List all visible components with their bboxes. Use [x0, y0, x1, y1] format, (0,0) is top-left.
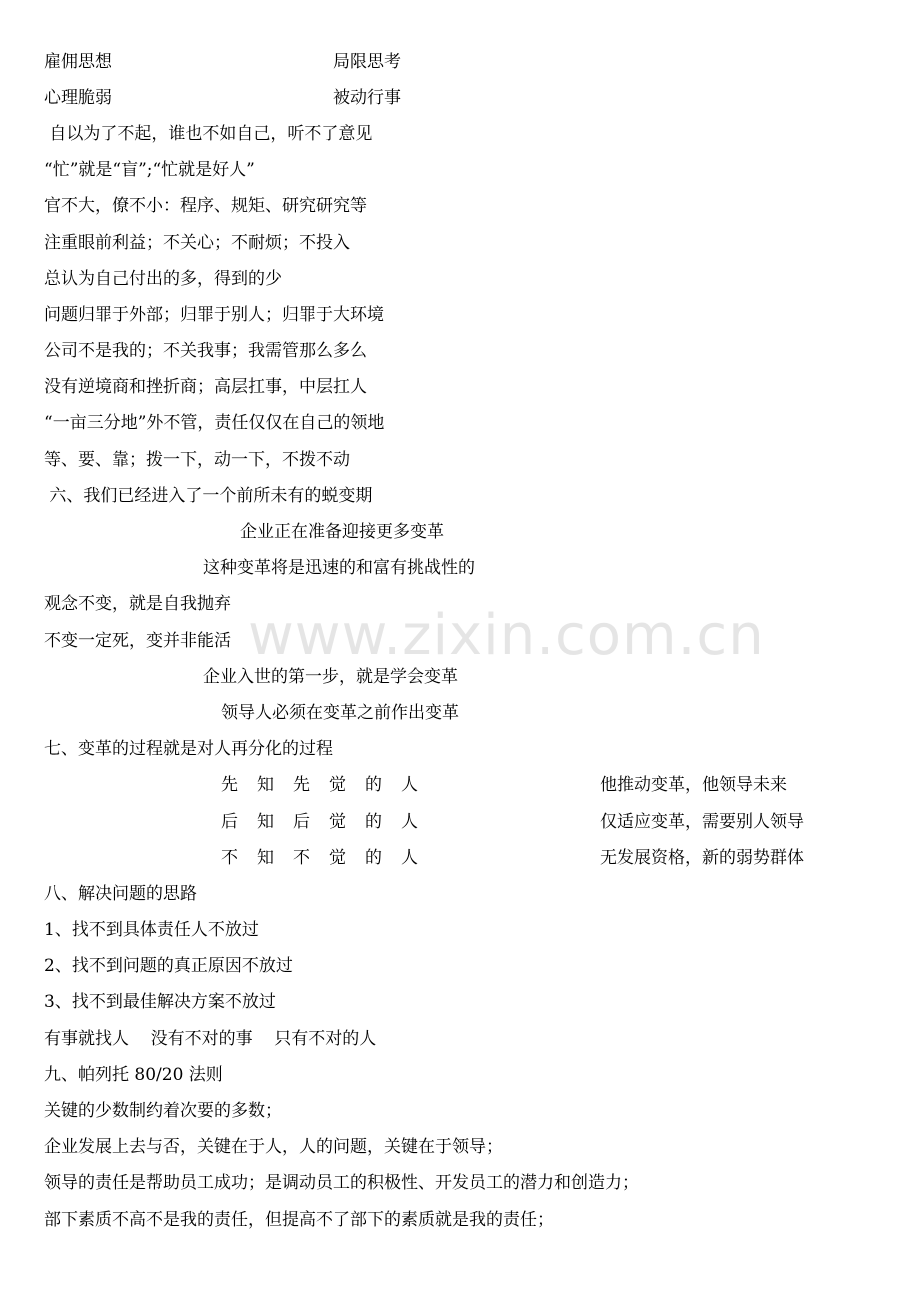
watermark: www.zixin.com.cn	[248, 603, 765, 668]
person-type-desc: 他推动变革，他领导未来	[600, 775, 787, 795]
attitude-line: 公司不是我的；不关我事；我需管那么多么	[44, 341, 367, 361]
person-type-desc: 无发展资格，新的弱势群体	[600, 848, 804, 868]
section-9-line: 部下素质不高不是我的责任，但提高不了部下的素质就是我的责任；	[44, 1210, 554, 1230]
section-8-motto: 有事就找人 没有不对的事 只有不对的人	[44, 1029, 377, 1049]
pair-right-1: 局限思考	[333, 52, 401, 72]
section-9-line: 关键的少数制约着次要的多数；	[44, 1101, 282, 1121]
section-6-center-line: 企业入世的第一步，就是学会变革	[203, 667, 458, 687]
pair-right-2: 被动行事	[333, 88, 401, 108]
section-9-line: 企业发展上去与否，关键在于人，人的问题，关键在于领导；	[44, 1137, 503, 1157]
attitude-line: 官不大，僚不小：程序、规矩、研究研究等	[44, 196, 367, 216]
section-8-item: 3、找不到最佳解决方案不放过	[44, 992, 276, 1012]
section-8-item: 1、找不到具体责任人不放过	[44, 920, 259, 940]
attitude-line: 自以为了不起，谁也不如自己，听不了意见	[44, 124, 373, 144]
section-9-heading: 九、帕列托 80/20 法则	[44, 1065, 223, 1085]
attitude-line: 总认为自己付出的多，得到的少	[44, 269, 282, 289]
person-type: 后知后觉的人	[221, 812, 437, 832]
attitude-line: “一亩三分地”外不管，责任仅仅在自己的领地	[44, 413, 385, 433]
pair-left-2: 心理脆弱	[44, 88, 112, 108]
attitude-line: 注重眼前利益；不关心；不耐烦；不投入	[44, 233, 350, 253]
attitude-line: 没有逆境商和挫折商；高层扛事，中层扛人	[44, 377, 367, 397]
attitude-line: 等、要、靠；拨一下，动一下，不拨不动	[44, 450, 350, 470]
person-type: 不知不觉的人	[221, 848, 437, 868]
person-type: 先知先觉的人	[221, 775, 437, 795]
section-8-heading: 八、解决问题的思路	[44, 884, 197, 904]
section-6-heading: 六、我们已经进入了一个前所未有的蜕变期	[44, 486, 373, 506]
section-6-center-line: 这种变革将是迅速的和富有挑战性的	[203, 558, 475, 578]
pair-left-1: 雇佣思想	[44, 52, 112, 72]
section-6-center-line: 领导人必须在变革之前作出变革	[221, 703, 459, 723]
attitude-line: 问题归罪于外部；归罪于别人；归罪于大环境	[44, 305, 384, 325]
section-8-item: 2、找不到问题的真正原因不放过	[44, 956, 293, 976]
person-type-desc: 仅适应变革，需要别人领导	[600, 812, 804, 832]
section-6-line: 观念不变，就是自我抛弃	[44, 594, 231, 614]
section-9-line: 领导的责任是帮助员工成功；是调动员工的积极性、开发员工的潜力和创造力；	[44, 1173, 639, 1193]
section-7-heading: 七、变革的过程就是对人再分化的过程	[44, 739, 333, 759]
section-6-line: 不变一定死，变并非能活	[44, 631, 231, 651]
section-6-center-line: 企业正在准备迎接更多变革	[240, 522, 444, 542]
attitude-line: “忙”就是“盲”;“忙就是好人”	[44, 160, 255, 180]
